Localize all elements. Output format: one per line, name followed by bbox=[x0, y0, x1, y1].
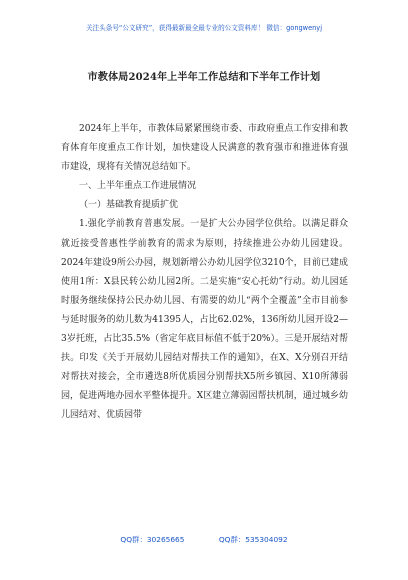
section-heading: 一、上半年重点工作进展情况 bbox=[79, 181, 197, 192]
intro-paragraph: 2024年上半年，市教体局紧紧围绕市委、市政府重点工作安排和教育体育年度重点工作计划，加快建设人民满意的教育强市和推进体育强市建设，现将有关情况总结如下。 bbox=[61, 124, 348, 173]
footer-contacts bbox=[0, 534, 408, 545]
body-paragraph: 1.强化学前教育普惠发展。一是扩大公办园学位供给。以满足群众就近接受普惠性学前教育的需求为原则，持续推进公办幼儿园建设。2024年建设9所公办园，规划新增公办幼儿园学位3210个，目前已建成使用1所：X县民转公幼儿园2所。二是实施“安心托幼”行动。幼儿园延时服务继续保持公民办幼儿园、有需要的幼儿“两个全覆盖”全市目前参与延时服务的幼儿数为41395人，占比62.02%，136所幼儿园开设2—3岁托班，占比35.5%（省定年底目标值不低于20%）。三是开展结对帮扶。印发《关于开展幼儿园结对帮扶工作的通知》，在X、X分别召开结对帮扶对接会，全市遴选8所优质园分别帮扶X5所乡镇园、X10所薄弱园，促进两地办园水平整体提升。X区建立薄弱园帮扶机制，通过城乡幼儿园结对、优质园带 bbox=[61, 219, 348, 421]
document-title: 市教体局2024年上半年工作总结和下半年工作计划 bbox=[87, 72, 321, 83]
footer-qq-group-1: QQ群：30265665 bbox=[120, 535, 185, 544]
footer-qq-group-2: QQ群：535304092 bbox=[218, 535, 288, 544]
header-banner: 关注头条号“公文研究”，获得最新最全最专业的公文资料库！ 微信：gongwenyj bbox=[85, 24, 323, 32]
document-body bbox=[61, 120, 348, 426]
subsection-heading: （一）基础教育提质扩优 bbox=[79, 200, 179, 211]
